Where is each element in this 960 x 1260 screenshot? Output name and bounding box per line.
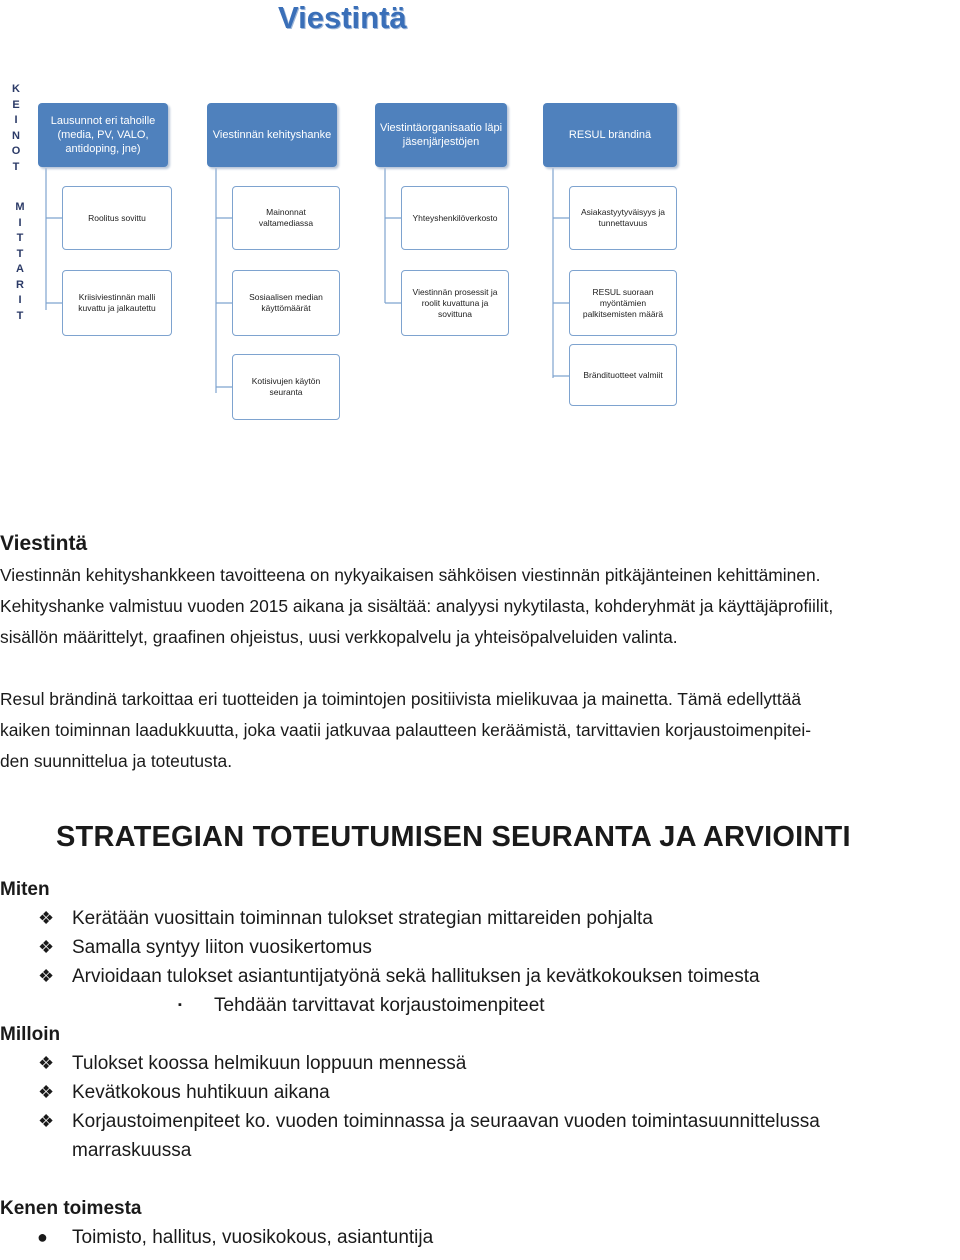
list-item: [0, 1107, 960, 1136]
label-kenen-toimesta: Kenen toimesta: [0, 1198, 142, 1219]
diamond-bullet-icon: ❖: [38, 1082, 55, 1102]
list-item-text: Toimisto, hallitus, vuosikokous, asiantuntija: [72, 1227, 434, 1248]
list-item: [0, 1223, 960, 1252]
letter: I: [18, 216, 22, 229]
head-box-lausunnot: Lausunnot eri tahoille (media, PV, VALO, antidoping, jne): [38, 103, 168, 167]
list-item-text: Kerätään vuosittain toiminnan tulokset strategian mittareiden pohjalta: [72, 908, 653, 929]
list-item-text: Tulokset koossa helmikuun loppuun mennessä: [72, 1053, 467, 1074]
list-item-text: Kevätkokous huhtikuun aikana: [72, 1082, 330, 1103]
square-bullet-icon: ▪: [178, 999, 182, 1011]
list-item-text: Arvioidaan tulokset asiantuntijatyönä sekä hallituksen ja kevätkokouksen toimesta: [72, 966, 760, 987]
chart-item: Roolitus sovittu: [62, 186, 172, 250]
diamond-bullet-icon: ❖: [38, 966, 55, 986]
letter: I: [14, 114, 18, 126]
letter: I: [18, 294, 22, 306]
org-chart: [0, 0, 960, 440]
document-body: [0, 528, 960, 1252]
paragraph-line: kaiken toiminnan laadukkuutta, joka vaatii jatkuvaa palautteen keräämistä, tarvittavien korjaustoimenpitei-: [0, 720, 812, 740]
diamond-bullet-icon: ❖: [38, 1053, 55, 1073]
letter: N: [12, 129, 20, 142]
diamond-bullet-icon: ❖: [38, 937, 55, 957]
chart-item: Kotisivujen käytön seuranta: [232, 354, 340, 420]
label-miten: Miten: [0, 879, 50, 900]
list-item: [0, 1049, 960, 1078]
list-item-text: Tehdään tarvittavat korjaustoimenpiteet: [214, 995, 545, 1016]
paragraph-line: den suunnittelua ja toteutusta.: [0, 751, 233, 771]
list-item-continuation: [0, 1136, 960, 1165]
diamond-bullet-icon: ❖: [38, 1111, 55, 1131]
paragraph-line: Viestinnän kehityshankkeen tavoitteena on nykyaikaisen sähköisen viestinnän pitkäjänteinen kehittäminen.: [0, 565, 821, 585]
chart-item: Brändituotteet valmiit: [569, 344, 677, 406]
letter: T: [12, 160, 20, 173]
dot-bullet-icon: ●: [37, 1227, 48, 1247]
chart-title: Viestintä: [278, 0, 407, 35]
paragraph-viestinta: [0, 560, 960, 653]
chart-item: Yhteyshenkilöverkosto: [401, 186, 509, 250]
paragraph-line: sisällön määrittelyt, graafinen ohjeistus, uusi verkkopalvelu ja yhteisöpalveluiden valinta.: [0, 627, 678, 647]
head-box-resul-brandina: RESUL brändinä: [543, 103, 677, 167]
list-item: [0, 933, 960, 962]
letter: O: [11, 145, 21, 157]
letter: R: [16, 278, 24, 291]
list-item: [0, 962, 960, 991]
letter: K: [12, 83, 20, 95]
chart-item: Kriisiviestinnän malli kuvattu ja jalkautettu: [62, 270, 172, 336]
diamond-bullet-icon: ❖: [38, 908, 55, 928]
list-item-text: Korjaustoimenpiteet ko. vuoden toiminnassa ja seuraavan vuoden toimintasuunnittelussa: [72, 1111, 820, 1132]
list-item-text: marraskuussa: [72, 1140, 192, 1161]
chart-item: RESUL suoraan myöntämien palkitsemisten määrä: [569, 270, 677, 336]
chart-item: Viestinnän prosessit ja roolit kuvattuna ja sovittuna: [401, 270, 509, 336]
letter: A: [16, 263, 24, 275]
chart-item: Sosiaalisen median käyttömäärät: [232, 270, 340, 336]
list-item: [0, 904, 960, 933]
strategy-heading: STRATEGIAN TOTEUTUMISEN SEURANTA JA ARVIOINTI: [56, 821, 851, 853]
list-item: [0, 1078, 960, 1107]
head-box-viestintaorganisaatio: Viestintäorganisaatio läpi jäsenjärjestöjen: [375, 103, 507, 167]
section-heading-viestinta: Viestintä: [0, 532, 88, 555]
letter: E: [12, 98, 20, 111]
label-milloin: Milloin: [0, 1024, 61, 1045]
chart-item: Mainonnat valtamediassa: [232, 186, 340, 250]
chart-item: Asiakastyytyväisyys ja tunnettavuus: [569, 186, 677, 250]
head-box-kehityshanke: Viestinnän kehityshanke: [207, 103, 337, 167]
letter: M: [15, 201, 25, 213]
paragraph-line: Kehityshanke valmistuu vuoden 2015 aikana ja sisältää: analyysi nykytilasta, kohderyhmät ja käyttäjäprofiilit,: [0, 596, 834, 616]
letter: T: [16, 232, 24, 244]
paragraph-line: Resul brändinä tarkoittaa eri tuotteiden ja toimintojen positiivista mielikuvaa ja mainetta. Tämä edellyttää: [0, 689, 802, 709]
paragraph-resul: [0, 684, 960, 777]
letter: T: [16, 247, 24, 260]
list-item-text: Samalla syntyy liiton vuosikertomus: [72, 937, 372, 958]
letter: T: [16, 309, 24, 322]
list-sub-item: [0, 991, 960, 1020]
